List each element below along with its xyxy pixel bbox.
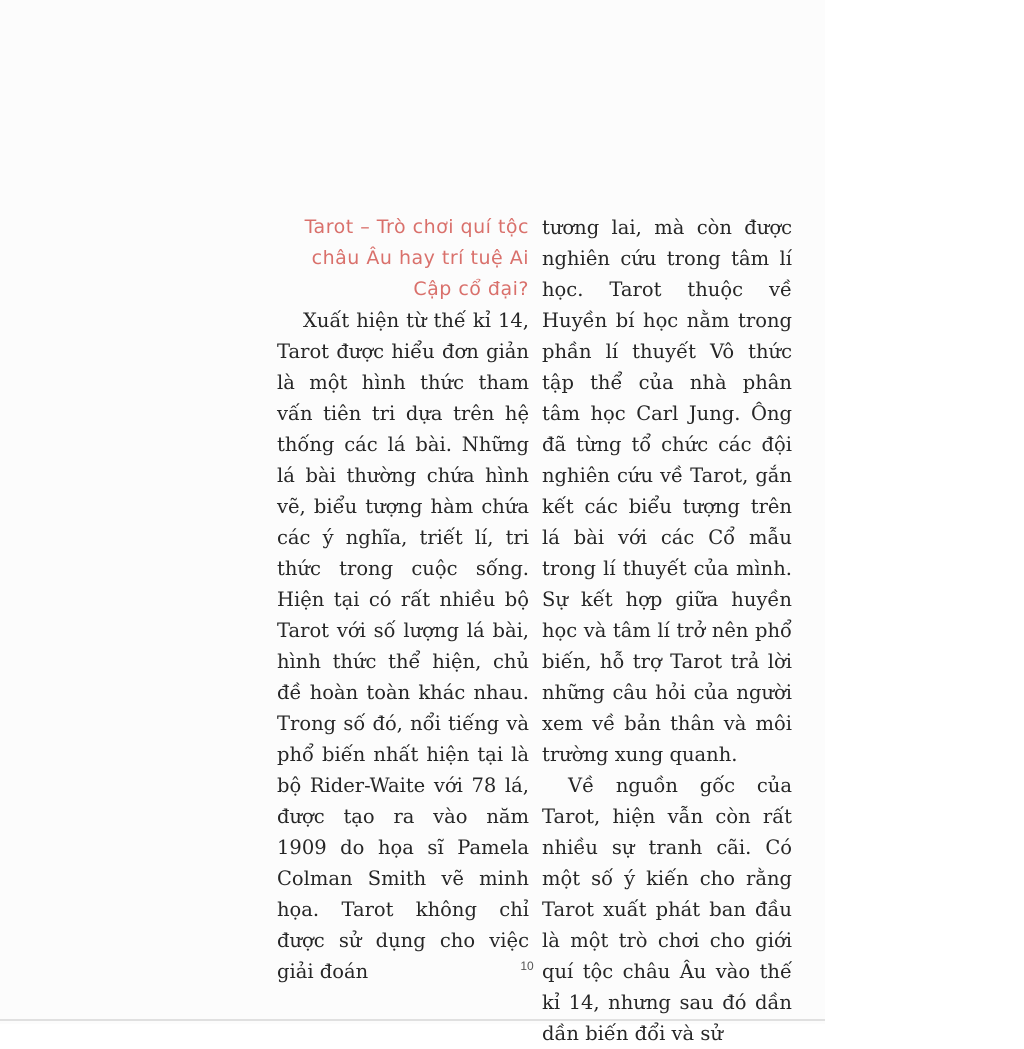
section-heading: Tarot – Trò chơi quí tộc châu Âu hay trí tuệ Ai Cập cổ đại? (304, 216, 529, 300)
paragraph: Về nguồn gốc của Tarot, hiện vẫn còn rất nhiều sự tranh cãi. Có một số ý kiến cho rằng Tarot xuất phát ban đầu là một trò chơi cho giới quí tộc châu Âu vào thế kỉ 14, nhưng sau đó dần dần biến đổi và sử (542, 774, 792, 1045)
page-number: 10 (520, 959, 534, 973)
paragraph: Xuất hiện từ thế kỉ 14, Tarot được hiểu đơn giản là một hình thức tham vấn tiên tri dựa trên hệ thống các lá bài. Những lá bài thường chứa hình vẽ, biểu tượng hàm chứa các ý nghĩa, triết lí, tri thức trong cuộc sống. Hiện tại có rất nhiều bộ Tarot với số lượng lá bài, hình thức thể hiện, chủ đề hoàn toàn khác nhau. Trong số đó, nổi tiếng và phổ biến nhất hiện tại là bộ Rider-Waite với 78 lá, được tạo ra vào năm 1909 do họa sĩ Pamela Colman Smith vẽ minh họa. Tarot không chỉ được sử dụng cho việc giải đoán (277, 309, 529, 983)
paragraph-continuation: tương lai, mà còn được nghiên cứu trong tâm lí học. Tarot thuộc về Huyền bí học nằm trong phần lí thuyết Vô thức tập thể của nhà phân tâm học Carl Jung. Ông đã từng tổ chức các đội nghiên cứu về Tarot, gắn kết các biểu tượng trên lá bài với các Cổ mẫu trong lí thuyết của mình. Sự kết hợp giữa huyền học và tâm lí trở nên phổ biến, hỗ trợ Tarot trả lời những câu hỏi của người xem về bản thân và môi trường xung quanh. (542, 216, 792, 766)
page-margin (825, 0, 1024, 1024)
page-bottom-edge (0, 1019, 825, 1021)
right-column (542, 212, 792, 1049)
left-column (277, 212, 529, 987)
